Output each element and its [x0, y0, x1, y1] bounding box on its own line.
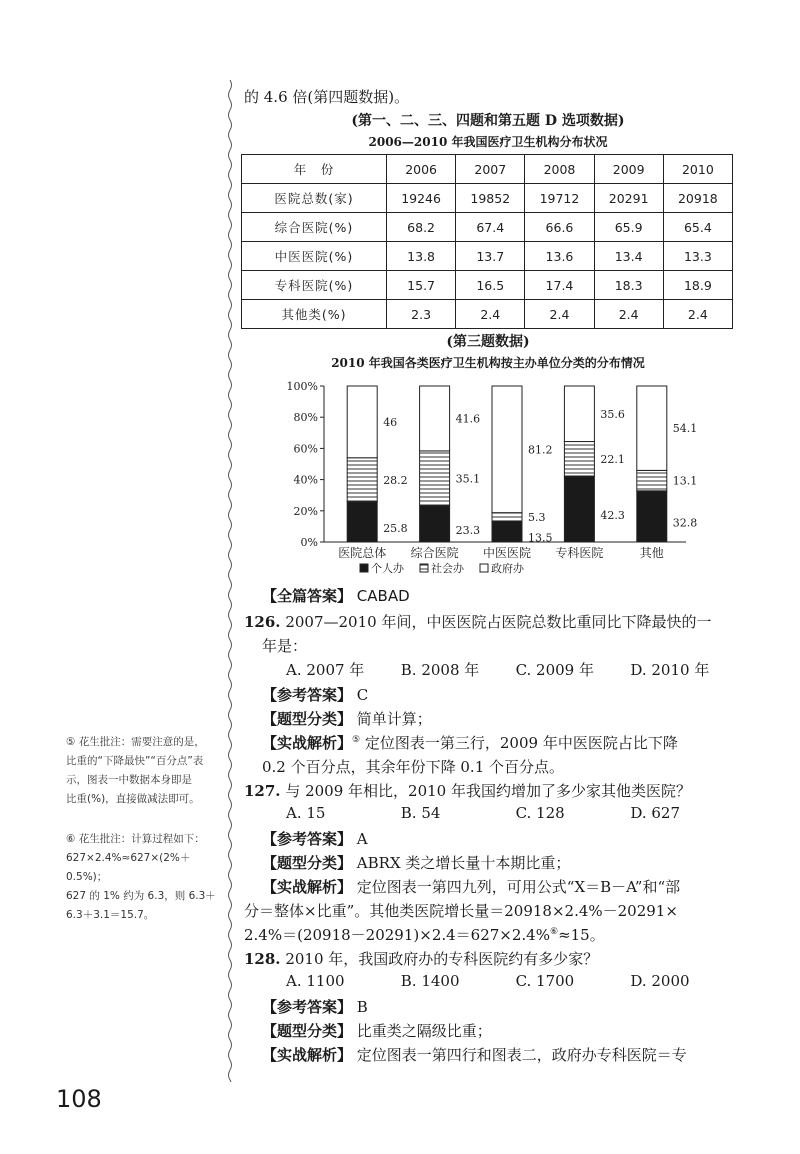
q127-analysis-3: 2.4%＝(20918－20291)×2.4＝627×2.4%: [244, 926, 550, 944]
bar-segment: [637, 386, 667, 470]
side-note-5-line: ⑤ 花生批注：需要注意的是，: [66, 736, 205, 748]
table-cell: 19712: [525, 184, 594, 213]
side-note-6-line: ⑥ 花生批注：计算过程如下：: [66, 833, 205, 845]
table-cell: 15.7: [387, 271, 456, 300]
table-cell: 13.7: [456, 242, 525, 271]
table-row: [242, 184, 733, 213]
margin-wavy-line: [226, 80, 234, 1082]
y-tick-label: 100%: [286, 380, 318, 393]
q126-ref-row: [262, 684, 368, 705]
y-tick-label: 40%: [293, 473, 318, 487]
table-cell: 13.8: [387, 242, 456, 271]
table-header-row: [242, 155, 733, 184]
table-cell: 18.9: [663, 271, 732, 300]
bar-segment: [347, 386, 377, 458]
table-cell: 13.4: [594, 242, 663, 271]
table-cell: 2010: [663, 155, 732, 184]
bar-data-label: 54.1: [672, 422, 698, 436]
side-note-5-line: 示，图表一中数据本身即是: [66, 774, 192, 786]
q127-ref-label: 【参考答案】: [262, 830, 353, 848]
q127-analysis-row: [262, 876, 680, 897]
table-cell: 2007: [456, 155, 525, 184]
q126-analysis-mark: ⑤: [352, 735, 361, 745]
q127-option-b[interactable]: B. 54: [400, 804, 441, 822]
table-cell: 19852: [456, 184, 525, 213]
page-number: 108: [56, 1085, 102, 1113]
q126-type-value: 简单计算；: [356, 710, 432, 728]
x-category-label: 医院总体: [338, 546, 387, 560]
q126-type-label: 【题型分类】: [262, 710, 353, 728]
bar-segment: [492, 521, 522, 542]
table-cell: 2009: [594, 155, 663, 184]
bar-data-label: 28.2: [383, 473, 408, 487]
q126-line-1: [244, 611, 711, 632]
legend-label: 政府办: [491, 562, 524, 575]
stacked-bar-chart: [280, 372, 700, 584]
bar-segment: [347, 458, 377, 502]
bar-data-label: 35.6: [600, 407, 625, 421]
q127-analysis-3-row: [244, 924, 605, 945]
chart-title: 2010 年我国各类医疗卫生机构按主办单位分类的分布情况: [331, 356, 645, 370]
q126-ref-label: 【参考答案】: [262, 686, 353, 704]
q128-option-d[interactable]: D. 2000: [630, 972, 690, 990]
bar-data-label: 25.8: [383, 521, 408, 535]
table-cell: 20291: [594, 184, 663, 213]
table-cell: 19246: [387, 184, 456, 213]
x-category-label: 综合医院: [410, 546, 459, 560]
full-answer-row: [262, 585, 410, 606]
bar-segment: [492, 513, 522, 521]
bar-data-label: 35.1: [455, 472, 481, 486]
q128-option-c[interactable]: C. 1700: [515, 972, 575, 990]
bar-segment: [564, 386, 594, 442]
x-category-label: 其他: [639, 546, 664, 560]
table-cell: 67.4: [456, 213, 525, 242]
q127-number: 127.: [244, 782, 281, 800]
table-row-label: 医院总数(家): [242, 184, 387, 213]
y-tick-label: 60%: [293, 442, 318, 456]
table-cell: 2.4: [594, 300, 663, 329]
side-note-5: [66, 733, 205, 809]
side-note-5-line: 比重的“下降最快”“百分点”表: [66, 755, 204, 767]
full-answer-label: 【全篇答案】: [262, 587, 353, 605]
q126-option-a[interactable]: A. 2007 年: [286, 661, 365, 679]
table-subtitle: (第一、二、三、四题和第五题 D 选项数据): [351, 113, 625, 129]
table-row: [242, 300, 733, 329]
bar-data-label: 22.1: [600, 452, 625, 466]
table-cell: 2008: [525, 155, 594, 184]
q128-analysis-1: 定位图表一第四行和图表二，政府办专科医院＝专: [356, 1046, 687, 1064]
q127-line-1: [244, 780, 691, 801]
q126-type-row: [262, 708, 432, 729]
q126-option-b[interactable]: B. 2008 年: [400, 661, 480, 679]
x-category-label: 专科医院: [555, 546, 604, 560]
table-row-label: 年 份: [242, 155, 387, 184]
chart-subtitle: (第三题数据): [446, 334, 530, 350]
table-title: 2006—2010 年我国医疗卫生机构分布状况: [368, 135, 608, 149]
bar-data-label: 23.3: [455, 523, 481, 537]
table-cell: 17.4: [525, 271, 594, 300]
legend-swatch: [360, 564, 368, 572]
q126-option-c[interactable]: C. 2009 年: [515, 661, 594, 679]
bar-segment: [420, 451, 450, 506]
q128-type-value: 比重类之隔级比重；: [356, 1022, 492, 1040]
q127-analysis-label: 【实战解析】: [262, 878, 353, 896]
q126-text-1: 2007—2010 年间，中医医院占医院总数比重同比下降最快的一: [285, 613, 712, 631]
bar-data-label: 5.3: [528, 510, 546, 524]
q128-ref-label: 【参考答案】: [262, 998, 353, 1016]
table-row-label: 中医医院(%): [242, 242, 387, 271]
table-row: [242, 271, 733, 300]
q128-analysis-label: 【实战解析】: [262, 1046, 353, 1064]
q127-options: [286, 804, 740, 822]
q128-analysis-row: [262, 1044, 687, 1065]
table-row: [242, 213, 733, 242]
q126-ref-value: C: [356, 686, 369, 704]
x-category-label: 中医医院: [482, 546, 532, 560]
bar-data-label: 13.1: [672, 474, 698, 488]
q127-option-c[interactable]: C. 128: [515, 804, 565, 822]
q128-type-row: [262, 1020, 492, 1041]
q126-text-2: 年是：: [262, 637, 308, 655]
table-cell: 20918: [663, 184, 732, 213]
table-row-label: 综合医院(%): [242, 213, 387, 242]
table-cell: 13.3: [663, 242, 732, 271]
q128-text-1: 2010 年，我国政府办的专科医院约有多少家？: [285, 950, 599, 968]
q127-ref-value: A: [356, 830, 368, 848]
bar-segment: [420, 386, 450, 451]
bar-segment: [420, 506, 450, 542]
q126-option-d[interactable]: D. 2010 年: [630, 661, 710, 679]
y-tick-label: 20%: [293, 504, 318, 518]
bar-data-label: 41.6: [455, 412, 481, 426]
table-row-label: 其他类(%): [242, 300, 387, 329]
q128-option-a[interactable]: A. 1100: [286, 972, 345, 990]
q126-options: [286, 659, 740, 680]
bar-data-label: 32.8: [672, 516, 698, 530]
table-cell: 2.4: [663, 300, 732, 329]
intro-line: 的 4.6 倍(第四题数据)。: [244, 88, 410, 106]
bar-data-label: 46: [383, 415, 398, 429]
q128-number: 128.: [244, 950, 281, 968]
table-cell: 65.4: [663, 213, 732, 242]
table-cell: 18.3: [594, 271, 663, 300]
q126-analysis-label: 【实战解析】: [262, 734, 353, 752]
bar-data-label: 13.5: [528, 531, 553, 545]
q128-line-1: [244, 948, 598, 969]
legend-swatch: [480, 564, 488, 572]
q128-options: [286, 972, 740, 990]
side-note-6: [66, 830, 216, 925]
q128-ref-row: [262, 996, 368, 1017]
side-note-6-line: 627 的 1% 约为 6.3，则 6.3＋: [66, 890, 216, 902]
q127-analysis-2: 分＝整体×比重”。其他类医院增长量＝20918×2.4%－20291×: [244, 902, 678, 920]
legend-label: 社会办: [431, 562, 464, 575]
full-answer-value: CABAD: [356, 587, 410, 605]
table-cell: 65.9: [594, 213, 663, 242]
q127-type-label: 【题型分类】: [262, 854, 353, 872]
table-cell: 2.4: [456, 300, 525, 329]
legend-label: 个人办: [371, 562, 404, 575]
q127-analysis-1: 定位图表一第四九列，可用公式“X＝B－A”和“部: [356, 878, 681, 896]
table-cell: 68.2: [387, 213, 456, 242]
legend-swatch: [420, 564, 428, 572]
q126-analysis-1: 定位图表一第三行，2009 年中医医院占比下降: [364, 734, 678, 752]
table-row: [242, 242, 733, 271]
table-row-label: 专科医院(%): [242, 271, 387, 300]
q127-type-value: ABRX 类之增长量十本期比重；: [356, 854, 571, 872]
q128-option-b[interactable]: B. 1400: [400, 972, 460, 990]
table-cell: 2.3: [387, 300, 456, 329]
bar-segment: [564, 442, 594, 476]
table-cell: 2.4: [525, 300, 594, 329]
bar-segment: [347, 502, 377, 542]
q127-type-row: [262, 852, 570, 873]
q128-ref-value: B: [356, 998, 368, 1016]
q126-analysis-2: 0.2 个百分点，其余年份下降 0.1 个百分点。: [262, 758, 565, 776]
side-note-6-line: 627×2.4%≈627×(2%＋: [66, 852, 191, 864]
bar-segment: [492, 386, 522, 513]
bar-data-label: 81.2: [528, 443, 553, 457]
q127-analysis-4: ≈15。: [558, 926, 605, 944]
table-cell: 2006: [387, 155, 456, 184]
side-note-6-line: 0.5%)；: [66, 871, 108, 883]
table-cell: 13.6: [525, 242, 594, 271]
table-cell: 66.6: [525, 213, 594, 242]
bar-segment: [637, 470, 667, 490]
q126-number: 126.: [244, 613, 281, 631]
q126-analysis-row: [262, 732, 678, 753]
q127-ref-row: [262, 828, 368, 849]
bar-segment: [637, 491, 667, 542]
q127-analysis-mark: ⑥: [549, 927, 559, 937]
q127-option-d[interactable]: D. 627: [630, 804, 681, 822]
bar-segment: [564, 476, 594, 542]
q128-type-label: 【题型分类】: [262, 1022, 353, 1040]
y-tick-label: 80%: [293, 411, 318, 425]
q127-text-1: 与 2009 年相比，2010 年我国约增加了多少家其他类医院？: [285, 782, 691, 800]
q127-option-a[interactable]: A. 15: [286, 804, 326, 822]
table-cell: 16.5: [456, 271, 525, 300]
y-tick-label: 0%: [300, 536, 318, 549]
bar-data-label: 42.3: [600, 509, 625, 523]
side-note-6-line: 6.3＋3.1＝15.7。: [66, 909, 155, 921]
side-note-5-line: 比重(%)，直接做减法即可。: [66, 793, 200, 805]
hospital-distribution-table: [241, 154, 733, 329]
